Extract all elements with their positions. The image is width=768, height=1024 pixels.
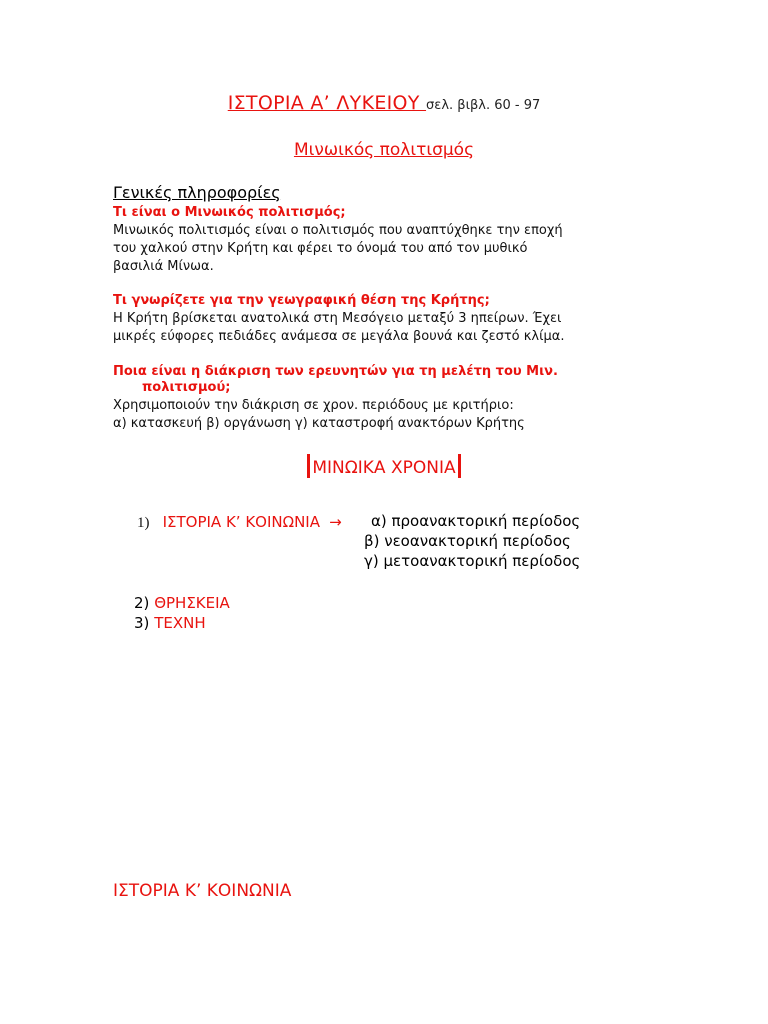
period-item: γ) μετοανακτορική περίοδος xyxy=(364,552,581,570)
boxed-title: ΜΙΝΩΙΚΑ ΧΡΟΝΙΑ xyxy=(312,458,456,478)
list-item-label: ΘΡΗΣΚΕΙΑ xyxy=(154,594,230,612)
answer-1-line: βασιλιά Μίνωα. xyxy=(113,259,214,274)
document-title: ΙΣΤΟΡΙΑ Α’ ΛΥΚΕΙΟΥ xyxy=(227,92,427,114)
answer-1-line: του χαλκού στην Κρήτη και φέρει το όνομά του από τον μυθικό xyxy=(113,241,528,256)
subtitle: Μινωικός πολιτισμός xyxy=(293,140,475,160)
bottom-section-title: ΙΣΤΟΡΙΑ Κ’ ΚΟΙΝΩΝΙΑ xyxy=(113,881,292,901)
answer-3-line: Χρησιμοποιούν την διάκριση σε χρον. περιόδους με κριτήριο: xyxy=(113,398,514,413)
answer-2-line: Η Κρήτη βρίσκεται ανατολικά στη Μεσόγειο μεταξύ 3 ηπείρων. Έχει xyxy=(113,311,562,326)
list-item-label: ΙΣΤΟΡΙΑ Κ’ ΚΟΙΝΩΝΙΑ xyxy=(162,513,320,531)
answer-2-line: μικρές εύφορες πεδιάδες ανάμεσα σε μεγάλα βουνά και ζεστό κλίμα. xyxy=(113,329,565,344)
list-item-number: 2) xyxy=(134,594,150,612)
question-2: Τι γνωρίζετε για την γεωγραφική θέση της Κρήτης; xyxy=(113,293,490,308)
title-line xyxy=(0,92,768,114)
section-heading: Γενικές πληροφορίες xyxy=(113,183,281,202)
answer-1-line: Μινωικός πολιτισμός είναι ο πολιτισμός που αναπτύχθηκε την εποχή xyxy=(113,223,563,238)
title-bar-right xyxy=(458,454,461,478)
list-item-2 xyxy=(134,594,230,612)
question-3-line: πολιτισμού; xyxy=(142,380,231,395)
list-item-label: ΤΕΧΝΗ xyxy=(154,614,206,632)
arrow-right-icon: → xyxy=(329,513,342,531)
page-reference: σελ. βιβλ. 60 - 97 xyxy=(426,98,541,113)
list-item-1 xyxy=(137,512,342,532)
list-item-3 xyxy=(134,614,206,632)
period-item: β) νεοανακτορική περίοδος xyxy=(364,532,571,550)
question-3-line: Ποια είναι η διάκριση των ερευνητών για τη μελέτη του Μιν. xyxy=(113,364,558,379)
subtitle-line xyxy=(0,140,768,160)
question-1: Τι είναι ο Μινωικός πολιτισμός; xyxy=(113,205,346,220)
title-bar-left xyxy=(307,454,310,478)
period-item: α) προανακτορική περίοδος xyxy=(371,512,581,530)
list-item-number: 1) xyxy=(137,515,150,531)
boxed-title-line xyxy=(0,454,768,478)
answer-3-line: α) κατασκευή β) οργάνωση γ) καταστροφή ανακτόρων Κρήτης xyxy=(113,416,525,431)
list-item-number: 3) xyxy=(134,614,150,632)
